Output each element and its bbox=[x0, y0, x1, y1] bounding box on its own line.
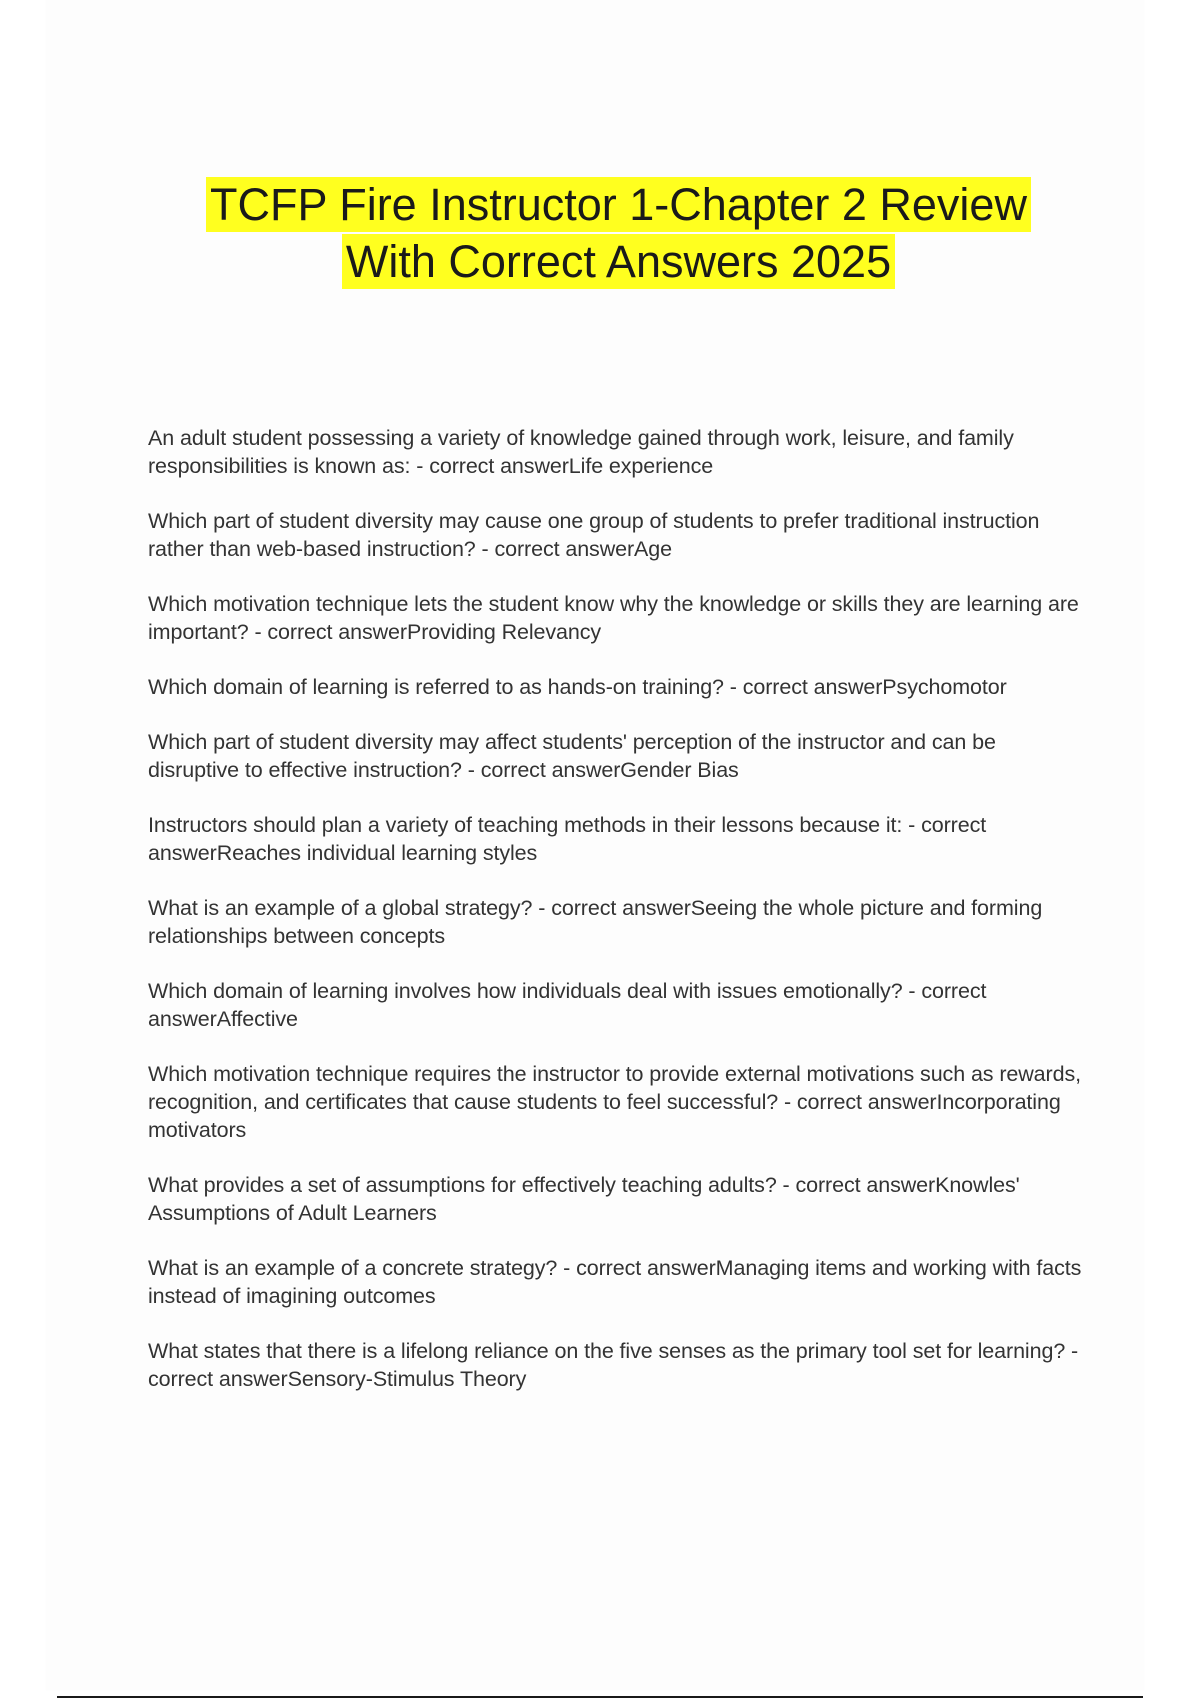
qa-item: Instructors should plan a variety of teaching methods in their lessons because it: - correct answerReaches individual learning styles bbox=[148, 813, 987, 865]
qa-item: What provides a set of assumptions for effectively teaching adults? - correct answerKnowles' Assumptions of Adult Learners bbox=[148, 1173, 1020, 1225]
document-title bbox=[0, 176, 1200, 290]
qa-item: What is an example of a concrete strategy? - correct answerManaging items and working with facts instead of imagining outcomes bbox=[148, 1256, 1082, 1308]
qa-item: Which domain of learning involves how individuals deal with issues emotionally? - correct answerAffective bbox=[148, 979, 987, 1031]
qa-item: What states that there is a lifelong reliance on the five senses as the primary tool set for learning? - correct answerSensory-Stimulus Theory bbox=[148, 1339, 1079, 1391]
title-line-2: With Correct Answers 2025 bbox=[342, 234, 895, 289]
title-line-1: TCFP Fire Instructor 1-Chapter 2 Review bbox=[206, 177, 1031, 232]
qa-item: An adult student possessing a variety of knowledge gained through work, leisure, and family responsibilities is known as: - correct answerLife experience bbox=[148, 426, 1014, 478]
qa-item: Which motivation technique requires the instructor to provide external motivations such as rewards, recognition, and certificates that cause students to feel successful? - correct answerIncorporating motivators bbox=[148, 1062, 1081, 1142]
qa-item: Which part of student diversity may affect students' perception of the instructor and can be disruptive to effective instruction? - correct answerGender Bias bbox=[148, 730, 996, 782]
qa-item: What is an example of a global strategy? - correct answerSeeing the whole picture and forming relationships between concepts bbox=[148, 896, 1043, 948]
qa-item: Which motivation technique lets the student know why the knowledge or skills they are learning are important? - correct answerProviding Relevancy bbox=[148, 592, 1079, 644]
qa-list bbox=[148, 424, 1088, 1420]
qa-item: Which part of student diversity may cause one group of students to prefer traditional instruction rather than web-based instruction? - correct answerAge bbox=[148, 509, 1040, 561]
page-bottom-rule bbox=[57, 1696, 1143, 1698]
qa-item: Which domain of learning is referred to as hands-on training? - correct answerPsychomotor bbox=[148, 675, 1007, 699]
